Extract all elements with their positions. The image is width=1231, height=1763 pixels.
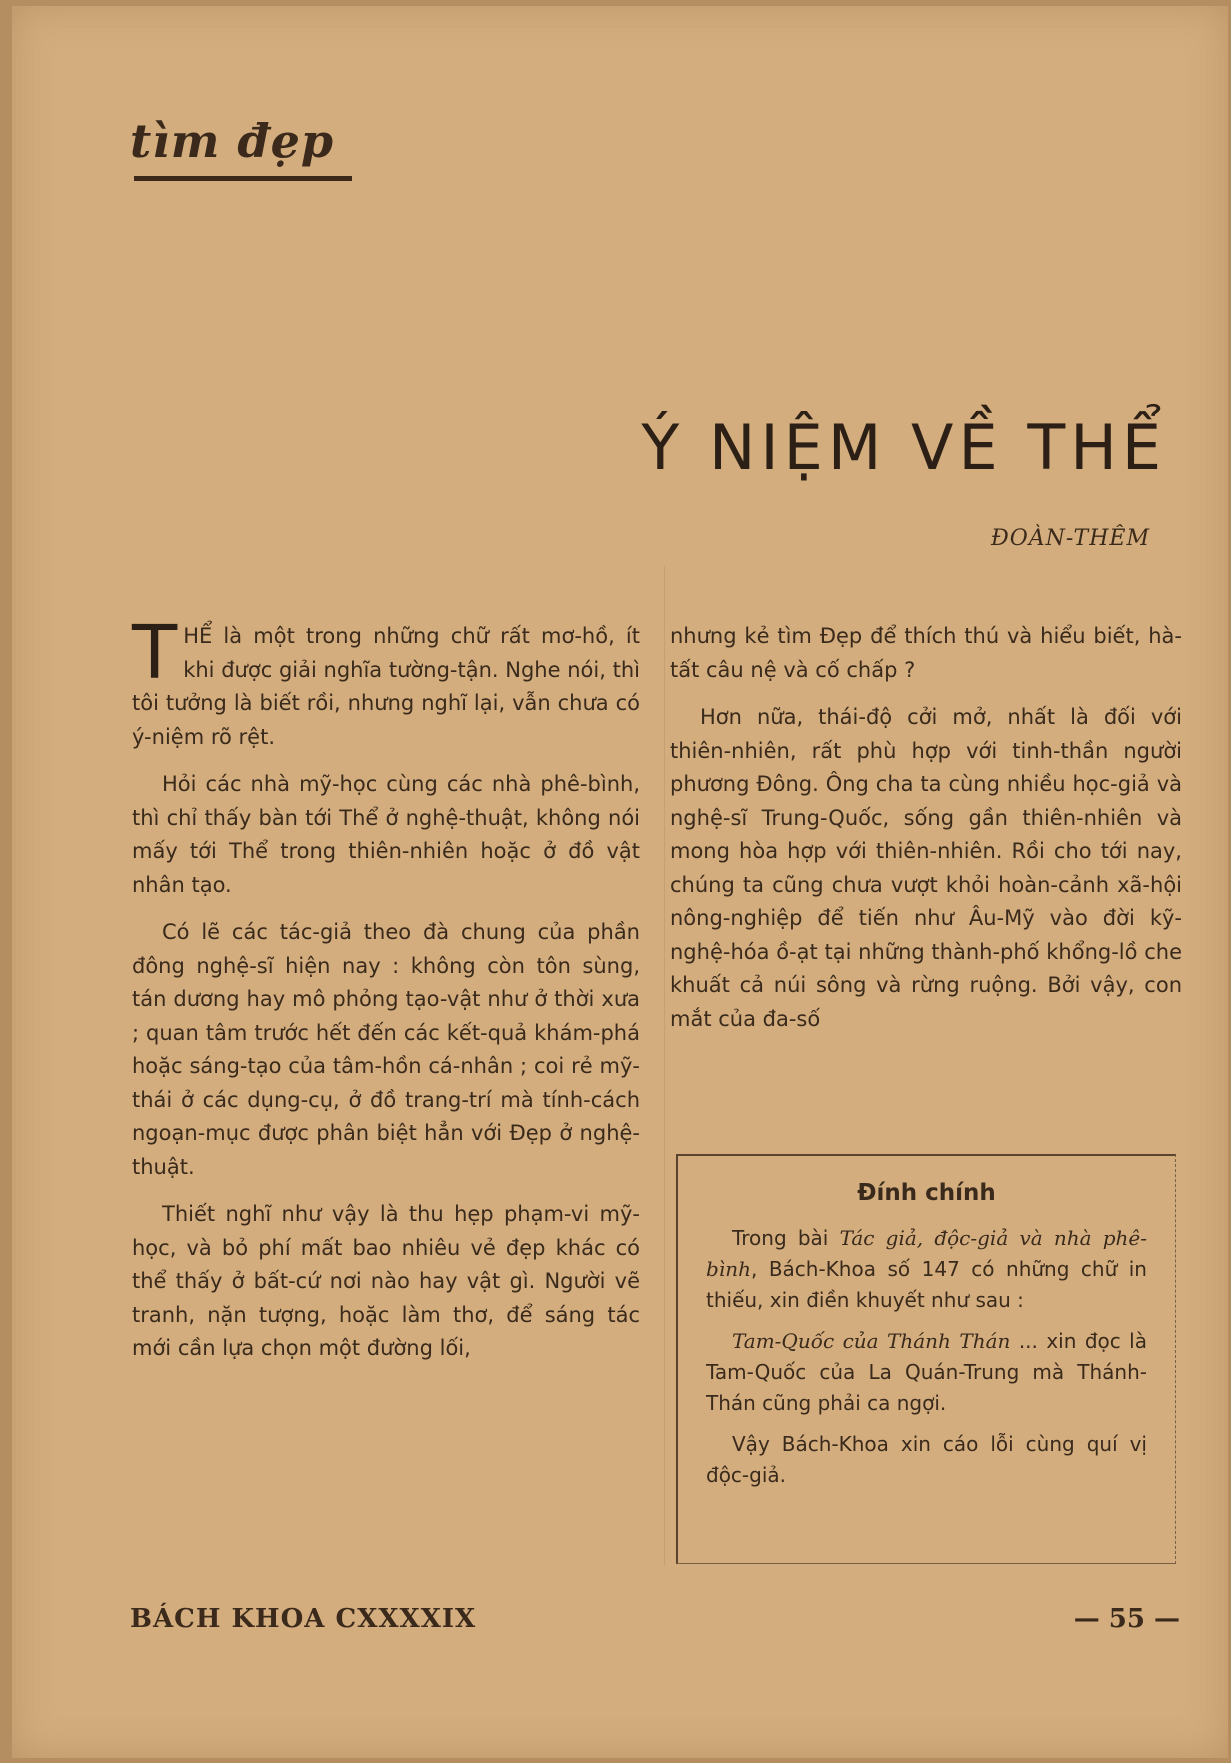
correction-text: ... xin đọc là Tam-Quốc của La Quán-Trung mà Thánh-Thán cũng phải ca ngợi. <box>706 1329 1147 1415</box>
correction-paragraph-2 <box>706 1326 1147 1419</box>
correction-paragraph-3: Vậy Bách-Khoa xin cáo lỗi cùng quí vị độc-giả. <box>706 1432 1147 1487</box>
cited-phrase: Tam-Quốc của Thánh Thán <box>732 1329 1011 1353</box>
correction-text: Trong bài <box>732 1226 840 1250</box>
paragraph-5: nhưng kẻ tìm Đẹp để thích thú và hiểu biết, hà-tất câu nệ và cố chấp ? <box>670 624 1182 682</box>
article-author: ĐOÀN-THÊM <box>990 526 1150 551</box>
drop-cap: T <box>132 610 178 696</box>
paragraph-1-text: HỂ là một trong những chữ rất mơ-hồ, ít khi được giải nghĩa tường-tận. Nghe nói, thì tôi tưởng là biết rồi, nhưng nghĩ lại, vẫn chưa có ý-niệm rõ rệt. <box>132 624 640 749</box>
correction-text: , Bách-Khoa số 147 có những chữ in thiếu, xin điền khuyết như sau : <box>706 1257 1147 1312</box>
publication-footer: BÁCH KHOA CXXXXIX <box>130 1604 477 1634</box>
column-divider <box>664 566 665 1566</box>
magazine-page <box>12 6 1228 1758</box>
article-title: Ý NIỆM VỀ THỂ <box>641 411 1166 484</box>
paragraph-2: Hỏi các nhà mỹ-học cùng các nhà phê-bình, thì chỉ thấy bàn tới Thể ở nghệ-thuật, không nói mấy tới Thể trong thiên-nhiên hoặc ở đồ vật nhân tạo. <box>132 772 640 897</box>
paragraph-6: Hơn nữa, thái-độ cởi mở, nhất là đối với thiên-nhiên, rất phù hợp với tinh-thần người phương Đông. Ông cha ta cùng nhiều học-giả và nghệ-sĩ Trung-Quốc, sống gần thiên-nhiên và mong hòa hợp với thiên-nhiên. Rồi cho tới nay, chúng ta cũng chưa vượt khỏi hoàn-cảnh xã-hội nông-nghiệp để tiến như Âu-Mỹ vào đời kỹ-nghệ-hóa ồ-ạt tại những thành-phố khổng-lồ che khuất cả núi sông và rừng ruộng. Bởi vậy, con mắt của đa-số <box>670 705 1182 1031</box>
page-number: — 55 — <box>1073 1604 1180 1634</box>
left-column <box>132 610 640 1380</box>
correction-paragraph-1 <box>706 1223 1147 1316</box>
paragraph-1 <box>132 610 640 754</box>
correction-box <box>676 1154 1176 1564</box>
right-column <box>670 620 1182 1050</box>
section-label: tìm đẹp <box>130 114 335 168</box>
correction-title: Đính chính <box>857 1180 996 1206</box>
paragraph-3: Có lẽ các tác-giả theo đà chung của phần đông nghệ-sĩ hiện nay : không còn tôn sùng, tán dương hay mô phỏng tạo-vật như ở thời xưa ; quan tâm trước hết đến các kết-quả khám-phá hoặc sáng-tạo của tâm-hồn cá-nhân ; coi rẻ mỹ-thái ở các dụng-cụ, ở đồ trang-trí mà tính-cách ngoạn-mục được phân biệt hẳn với Đẹp ở nghệ-thuật. <box>132 920 640 1179</box>
cited-article-title: Tác giả, độc-giả và nhà phê-bình <box>706 1226 1148 1281</box>
section-underline <box>134 176 352 181</box>
paragraph-4: Thiết nghĩ như vậy là thu hẹp phạm-vi mỹ-học, và bỏ phí mất bao nhiêu vẻ đẹp khác có thể thấy ở bất-cứ nơi nào hay vật gì. Người vẽ tranh, nặn tượng, hoặc làm thơ, để sáng tác mới cần lựa chọn một đường lối, <box>132 1202 640 1360</box>
